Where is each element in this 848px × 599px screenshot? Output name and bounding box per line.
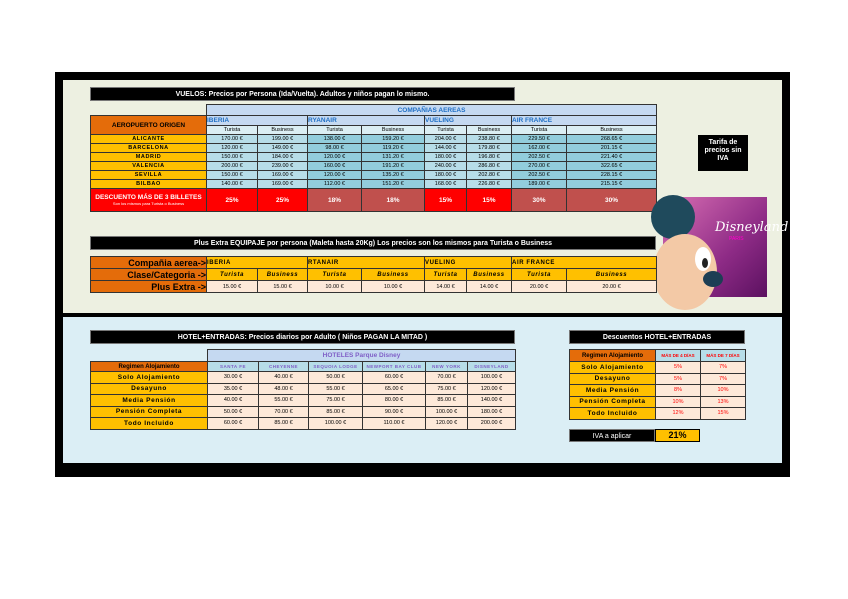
price-cell: 196.80 € [467,153,512,162]
row-label: Clase/Categoria -> [91,269,207,281]
header-row [91,362,516,372]
price-cell: 98.00 € [308,144,362,153]
discount-label: DESCUENTO MÁS DE 3 BILLETES [95,194,202,201]
class-header: Turista [512,126,567,135]
price-cell: 14.00 € [467,281,512,293]
class-cell: Turista [512,269,567,281]
table-row [570,373,746,385]
price-cell: 15.00 € [258,281,308,293]
days-header: MÁS DE 4 DÍAS [656,350,701,362]
price-cell: 180.00 € [425,153,467,162]
price-cell: 35.00 € [208,383,259,395]
class-cell: Business [258,269,308,281]
companias-header: COMPAÑIAS AEREAS [207,105,657,116]
airline-cell: RTANAIR [308,257,425,269]
discount-cell: 25% [207,189,258,212]
price-cell: 160.00 € [308,162,362,171]
discount-cell: 5% [656,362,701,374]
disney-image [663,197,789,297]
price-cell: 85.00 € [309,406,363,418]
price-cell: 169.00 € [258,171,308,180]
table-row [91,180,657,189]
price-cell: 30.00 € [208,372,259,384]
price-cell: 149.00 € [258,144,308,153]
hotel-header: SEQUOIA LODGE [309,362,363,372]
airline-header: AIR FRANCE [512,116,657,126]
airline-cell: AIR FRANCE [512,257,657,269]
class-header: Business [362,126,425,135]
price-cell: 191.20 € [362,162,425,171]
discount-cell: 30% [512,189,567,212]
discount-cell: 10% [701,385,746,397]
price-cell: 189.00 € [512,180,567,189]
origin-cell: SEVILLA [91,171,207,180]
price-cell: 55.00 € [309,383,363,395]
class-header: Business [467,126,512,135]
airline-header: VUELING [425,116,512,126]
equipaje-title: Plus Extra EQUIPAJE por persona (Maleta hasta 20Kg) Los precios son los mismos para Turista o Business [90,236,656,250]
class-header: Turista [308,126,362,135]
blank-cell [91,350,208,362]
regimen-cell: Media Pensión [570,385,656,397]
table-row [91,257,657,269]
regimen-cell: Todo Incluido [91,418,208,430]
regimen-header: Regimen Alojamiento [570,350,656,362]
discount-note: Son los mismos para Turista o Business [112,201,185,206]
regimen-cell: Pensión Completa [570,396,656,408]
svg-text:Disneyland: Disneyland [715,220,789,235]
discount-cell: 13% [701,396,746,408]
svg-text:PARIS: PARIS [729,236,744,242]
flights-table [90,104,657,212]
class-header: Turista [207,126,258,135]
price-cell: 50.00 € [208,406,259,418]
equipaje-table [90,256,657,293]
discount-cell: 7% [701,373,746,385]
price-cell: 202.80 € [467,171,512,180]
descuentos-table [569,349,746,420]
table-row [91,269,657,281]
price-cell: 169.00 € [258,180,308,189]
price-cell: 48.00 € [259,383,309,395]
origin-cell: VALENCIA [91,162,207,171]
table-row [91,171,657,180]
regimen-cell: Solo Alojamiento [91,372,208,384]
table-row [570,408,746,420]
price-cell: 85.00 € [259,418,309,430]
price-cell: 150.00 € [207,153,258,162]
discount-cell: 25% [258,189,308,212]
price-cell: 162.00 € [512,144,567,153]
table-row [91,395,516,407]
descuentos-title: Descuentos HOTEL+ENTRADAS [569,330,745,344]
header-row [91,350,516,362]
price-cell: 204.00 € [425,135,467,144]
price-cell: 168.00 € [425,180,467,189]
price-cell: 170.00 € [207,135,258,144]
regimen-header: Regimen Alojamiento [91,362,208,372]
price-cell: 268.65 € [567,135,657,144]
price-cell: 10.00 € [362,281,425,293]
price-cell: 221.40 € [567,153,657,162]
regimen-cell: Desayuno [91,383,208,395]
price-cell: 200.00 € [468,418,516,430]
price-cell: 200.00 € [207,162,258,171]
table-row [91,281,657,293]
price-cell: 40.00 € [208,395,259,407]
price-cell: 120.00 € [308,171,362,180]
price-cell: 286.80 € [467,162,512,171]
price-cell: 135.20 € [362,171,425,180]
discount-cell: 15% [467,189,512,212]
class-cell: Turista [207,269,258,281]
price-cell: 180.00 € [468,406,516,418]
price-cell: 119.20 € [362,144,425,153]
price-cell: 70.00 € [259,406,309,418]
class-cell: Turista [425,269,467,281]
blank-cell [91,105,207,116]
price-cell: 238.80 € [467,135,512,144]
price-cell: 112.00 € [308,180,362,189]
price-cell: 14.00 € [425,281,467,293]
header-row [570,350,746,362]
price-cell: 75.00 € [309,395,363,407]
price-cell: 240.00 € [425,162,467,171]
price-cell: 131.20 € [362,153,425,162]
tarifa-note: Tarifa de precios sin IVA [698,135,748,171]
price-cell: 100.00 € [468,372,516,384]
price-cell: 55.00 € [259,395,309,407]
hotel-title: HOTEL+ENTRADAS: Precios diarios por Adulto ( Niños PAGAN LA MITAD ) [90,330,515,344]
price-cell: 239.00 € [258,162,308,171]
class-header: Turista [425,126,467,135]
price-cell: 184.00 € [258,153,308,162]
origin-cell: ALICANTE [91,135,207,144]
airline-cell: VUELING [425,257,512,269]
price-cell: 60.00 € [363,372,426,384]
discount-row [91,189,657,212]
price-cell: 110.00 € [363,418,426,430]
table-row [91,162,657,171]
price-cell: 151.20 € [362,180,425,189]
class-header: Business [567,126,657,135]
discount-cell: 30% [567,189,657,212]
price-cell: 215.15 € [567,180,657,189]
price-cell: 201.15 € [567,144,657,153]
hotel-header: SANTA FE [208,362,259,372]
airline-header: IBERIA [207,116,308,126]
class-cell: Business [362,269,425,281]
price-cell: 228.15 € [567,171,657,180]
price-cell: 20.00 € [567,281,657,293]
price-cell: 226.80 € [467,180,512,189]
price-cell: 120.00 € [207,144,258,153]
price-cell: 50.00 € [309,372,363,384]
hotel-header: DISNEYLAND [468,362,516,372]
price-cell: 159.20 € [362,135,425,144]
class-cell: Business [567,269,657,281]
table-row [570,385,746,397]
price-cell: 15.00 € [207,281,258,293]
airline-cell: IBERIA [207,257,308,269]
origin-cell: MADRID [91,153,207,162]
iva-label: IVA a aplicar [569,429,655,442]
row-label: Compañia aerea-> [91,257,207,269]
table-row [570,362,746,374]
price-cell: 75.00 € [426,383,468,395]
header-row [91,116,657,126]
discount-cell: 10% [656,396,701,408]
price-cell: 120.00 € [426,418,468,430]
origin-header: AEROPUERTO ORIGEN [91,116,207,135]
table-row [91,406,516,418]
header-row [91,105,657,116]
discount-label-cell [91,189,207,212]
table-row [91,153,657,162]
price-cell: 20.00 € [512,281,567,293]
regimen-cell: Media Pensión [91,395,208,407]
price-cell: 70.00 € [426,372,468,384]
flights-title: VUELOS: Precios por Persona (Ida/Vuelta). Adultos y niños pagan lo mismo. [90,87,515,101]
hotel-header: CHEYENNE [259,362,309,372]
table-row [570,396,746,408]
price-cell: 140.00 € [468,395,516,407]
discount-cell: 18% [362,189,425,212]
price-cell: 65.00 € [363,383,426,395]
discount-cell: 15% [701,408,746,420]
price-cell: 120.00 € [468,383,516,395]
mickey-illustration [663,197,789,297]
discount-cell: 12% [656,408,701,420]
iva-value: 21% [655,429,700,442]
price-cell: 150.00 € [207,171,258,180]
table-row [91,372,516,384]
discount-cell: 18% [308,189,362,212]
origin-cell: BARCELONA [91,144,207,153]
table-row [91,135,657,144]
class-cell: Business [467,269,512,281]
price-cell: 60.00 € [208,418,259,430]
regimen-cell: Solo Alojamiento [570,362,656,374]
hotel-table [90,349,516,430]
row-label: Plus Extra -> [91,281,207,293]
origin-cell: BILBAO [91,180,207,189]
price-cell: 179.80 € [467,144,512,153]
regimen-cell: Pensión Completa [91,406,208,418]
table-row [91,383,516,395]
price-cell: 202.50 € [512,153,567,162]
discount-cell: 5% [656,373,701,385]
price-cell: 90.00 € [363,406,426,418]
price-cell: 10.00 € [308,281,362,293]
table-row [91,144,657,153]
class-cell: Turista [308,269,362,281]
price-cell: 199.00 € [258,135,308,144]
airline-header: RYANAIR [308,116,425,126]
price-cell: 100.00 € [309,418,363,430]
hotel-header: NEW YORK [426,362,468,372]
price-cell: 100.00 € [426,406,468,418]
price-cell: 80.00 € [363,395,426,407]
discount-cell: 8% [656,385,701,397]
regimen-cell: Desayuno [570,373,656,385]
price-cell: 140.00 € [207,180,258,189]
price-cell: 202.50 € [512,171,567,180]
price-cell: 180.00 € [425,171,467,180]
price-cell: 229.50 € [512,135,567,144]
regimen-cell: Todo Incluido [570,408,656,420]
table-row [91,418,516,430]
price-cell: 85.00 € [426,395,468,407]
class-header: Business [258,126,308,135]
price-cell: 322.65 € [567,162,657,171]
discount-cell: 7% [701,362,746,374]
price-cell: 144.00 € [425,144,467,153]
price-cell: 40.00 € [259,372,309,384]
hotel-group-header: HOTELES Parque Disney [208,350,516,362]
hotel-header: NEWPORT BAY CLUB [363,362,426,372]
price-cell: 270.00 € [512,162,567,171]
discount-cell: 15% [425,189,467,212]
price-cell: 120.00 € [308,153,362,162]
price-cell: 138.00 € [308,135,362,144]
days-header: MÁS DE 7 DÍAS [701,350,746,362]
